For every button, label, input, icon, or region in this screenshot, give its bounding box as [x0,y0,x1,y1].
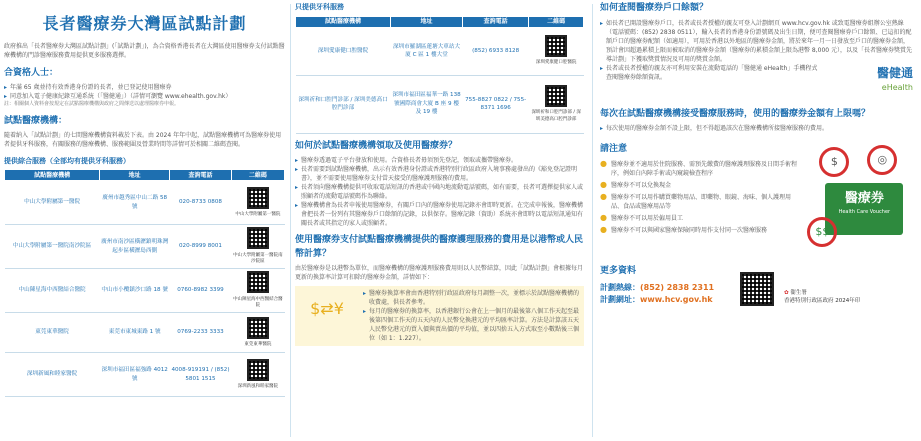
no-cash-icon: $ [819,147,849,177]
how-heading: 如何於試點醫療機構領取及使用醫療券？ [295,140,458,151]
note-item: ● 醫療券不可以兌換現金 [600,179,671,189]
col-header: 試點醫療機構 [5,170,100,181]
currency-exchange-icon: $⇄¥ [310,298,344,318]
col-header: 查詢電話 [463,16,529,27]
note-item: ● 醫療券不可以用於僱用員工 [600,212,683,222]
how-item: ▸ 長者需要到試點醫療機構，出示有效香港身份證或香港特別行政區政府入境事務處發出的《豁免登記證明書》，並不需要使用醫療券支付當天接受的醫療護理服務的費用。 [295,166,578,182]
table-row [5,181,285,225]
institution-address: 中山市小欖鎮沙口路 18 號 [100,269,170,313]
institution-name: 中山大學附屬第一醫院 [5,181,100,225]
institution-name: 深圳愛康健口腔醫院 [296,27,391,75]
hotline[interactable]: 計劃熱線：(852) 2838 2311 [600,282,715,292]
table-row [5,225,285,269]
note-item: ● 醫療券並不適用於住院服務、需預先繳費的醫療護理服務及日間手術程序，例如白內障手術或內窺鏡檢查程序 [600,158,797,177]
dental-only-heading: 只提供牙科服務 [295,3,344,11]
how-item: ▸ 醫療機構會為長者申報使用醫療券，有關戶口內的醫療券使用記錄亦會即時更新。在完成申報後，醫療機構會把長者一份列有其醫療券戶口餘額的記錄，以供保存。醫療記錄（資助）系統亦會即時以電話短訊通知有關長者或其指定的家人或照顧者。 [295,202,584,227]
institution-name: 中山陳星海中西醫結合醫院 [5,269,100,313]
bauhinia-icon: ✿ [784,290,789,296]
lightbulb-icon: ● [600,158,607,168]
divider [290,4,291,437]
eligible-note: 註：相關個人資料會按規定在試點醫療機構與政府之間傳送以處理醫療券申報。 [4,101,180,108]
col-header: 地址 [100,170,170,181]
qr-code-icon[interactable] [247,187,269,209]
balance-heading: 如何查閱醫療券戶口餘額？ [600,3,709,13]
comprehensive-services-heading: 提供綜合服務（全部均有提供牙科服務） [4,156,130,165]
table-row [296,27,584,75]
eligible-item: ▸ 同意加入電子健康紀錄互通系統（「醫健通」）（詳情可瀏覽 www.ehealth.gov.hk） [4,93,232,101]
table-row [296,75,584,133]
balance-item: ▸ 如長者已開設醫療券戶口，長者或長者授權的親友可登入計劃網頁 www.hcv.gov.hk 或致電醫療券組辦公室熱線（電話號碼：(852) 2838 0511），輸入長者的香港身份證號碼及出生日期，便可查閱醫療券戶口餘額、已這扣的配額戶口的醫療券配額（如適用），可用於香港以外地區的醫療券金額，將於來年一月一日發放至戶口的醫療券金額，預計會因超過累積上限而被取消的醫療券金額（醫療券的累積金額上限為港幣 8,000 元），以及「長者醫療券獎賞先導計劃」下獲取獎賞情況及可用的獎賞金額。 [600,19,913,63]
qr-code-icon[interactable] [247,359,269,381]
institution-phone[interactable]: 0760-8982 3399 [170,269,232,313]
qr-cell[interactable]: 中山大學附屬第一醫院 [231,181,284,225]
qr-code-icon[interactable] [247,317,269,339]
limit-item: ▸ 每次使用的醫療券金額不設上限，但不得超過該次在醫療機構所接醫療服務的費用。 [600,125,829,132]
voucher-illustration [805,137,913,257]
lightbulb-icon: ● [600,224,607,234]
voucher-card: 醫療券 Health Care Voucher [825,183,903,235]
ehealth-logo: 醫健通 eHealth [876,65,913,92]
qr-code-icon[interactable] [247,227,269,249]
notes-heading: 請注意 [600,144,628,154]
qr-cell[interactable]: 中山大學附屬第一醫院南沙院區 [231,225,284,269]
institution-name: 深圳祈和口腔門診部 / 深圳美德高口腔門診部 [296,75,391,133]
fee-text: 由於醫療券是以港幣為單位，而醫療機構的醫療護理服務費用則以人民幣結算，因此「試點計劃」會根據每月更新的換算率計算可扣除的醫療券金額，詳情如下： [295,265,584,282]
institutions-heading: 試點醫療機構： [4,115,68,126]
limit-heading: 每次在試點醫療機構接受醫療服務時，使用的醫療券金額有上限嗎？ [600,108,871,119]
note-item: ● 醫療券不可以與國家醫療保險同時用作支付同一次醫療服務 [600,224,767,234]
institution-phone[interactable]: 020-8733 0808 [170,181,232,225]
fee-item: ▸ 醫療券換算率會由香港特別行政區政府每月調整一次，並標示於試點醫療機構的收費處，供長者參考。 [363,289,580,306]
page-title: 長者醫療券大灣區試點計劃 [42,14,247,33]
lightbulb-icon: ● [600,212,607,222]
qr-cell[interactable]: 深圳祈和口腔門診部 / 深圳美德高口腔門診部 [529,75,584,133]
col-header: 二維碼 [529,16,584,27]
balance-item: ▸ 長者或長者授權的親友亦可利用安裝在流動電話的「醫健通 eHealth」手機程式查閱醫療券餘額資訊。 [600,64,818,81]
institution-address: 深圳市福田區福華一路 138 號國際商會大廈 B 座 9 樓及 19 樓 [391,75,463,133]
institution-phone[interactable]: 020-8999 8001 [170,225,232,269]
institution-name: 東莞東華醫院 [5,313,100,353]
institution-address: 廣州市南沙區橫瀝鎮明珠灣起步區橫瀝島西側 [100,225,170,269]
table-row [5,353,285,397]
qr-code-icon[interactable] [740,272,774,306]
fee-item: ▸ 每月的醫療券的換算率，以香港銀行公會在上一個月的最後第八個工作天起至最後第四個工作天的五天內的人民幣兌換港元的平均匯率計算。方法是計算該五天人民幣兌港元的買入價與賣出價的平均值，並以四捨五入方式取至小數點後三個位（如 1：1.227）。 [363,307,580,342]
col-header: 查詢電話 [170,170,232,181]
website[interactable]: 計劃網址：www.hcv.gov.hk [600,294,713,304]
how-item: ▸ 長者須向醫療機構提供可收取電話短訊的香港或中國內地流動電話號碼，如有需要，長者可選擇提供家人或照顧者的流動電話號碼作為聯絡。 [295,184,584,200]
institution-name: 中山大學附屬第一醫院南沙院區 [5,225,100,269]
institution-phone[interactable]: 755-8827 0822 / 755-8371 1696 [463,75,529,133]
institutions-text: 隨着納入「試點計劃」的七間醫療機構資料載於下表。由 2024 年年中起，試點醫療機構可為醫療券使用者提供牙科服務，有關服務的醫療機構、服務範圍及營業時間等詳情可於相關二維碼查閱。 [4,132,282,149]
more-info-heading: 更多資料 [600,266,637,276]
col-header: 試點醫療機構 [296,16,391,27]
dental-table [295,16,584,134]
qr-code-icon[interactable] [545,85,567,107]
institution-address: 深圳市羅湖區蓮塘大車站大廈 C 區 1 樓大堂 [391,27,463,75]
institution-name: 深圳新風和睦家醫院 [5,353,100,397]
divider [592,4,593,437]
table-row [5,313,285,353]
lightbulb-icon: ● [600,191,607,201]
column-left [0,0,289,441]
lightbulb-icon: ● [600,179,607,189]
qr-code-icon[interactable] [247,271,269,293]
column-middle [293,0,590,441]
qr-code-icon[interactable] [545,35,567,57]
institutions-table [4,169,285,397]
exchange-callout [295,286,584,346]
institution-address: 深圳市福田區福強路 4012 號 [100,353,170,397]
col-header: 地址 [391,16,463,27]
eligible-item: ▸ 年滿 65 歲並持有效香港身份證的長者，並已登記使用醫療券 [4,84,172,92]
no-glasses-icon: ◎ [867,145,897,175]
department-logo: ✿ 衞生署 香港特別行政區政府 2024年印 [784,290,861,305]
table-row [5,269,285,313]
note-item: ● 醫療券不可以用作購買藥物用品、即藥物、眼鏡、海味、個人護理用品、食品或醫療用品等 [600,191,791,210]
column-right [596,0,921,441]
institution-phone[interactable]: 0769-2233 3333 [170,313,232,353]
qr-cell[interactable]: 深圳新風和睦家醫院 [231,353,284,397]
institution-address: 廣州市越秀區中山二路 58 號 [100,181,170,225]
how-item: ▸ 醫療券透過電子平台發放和使用。合資格長者毋須預先登記，領取或攜帶醫療券。 [295,157,518,164]
eligible-heading: 合資格人士： [4,67,59,78]
qr-cell[interactable]: 深圳愛康健口腔醫院 [529,27,584,75]
qr-cell[interactable]: 東莞東華醫院 [231,313,284,353]
fee-heading: 使用醫療券支付試點醫療機構提供的醫療護理服務的費用是以港幣或人民幣計算？ [295,235,584,259]
col-header: 二維碼 [231,170,284,181]
institution-address: 東莞市東城東路 1 號 [100,313,170,353]
qr-cell[interactable]: 中山陳星海中西醫結合醫院 [231,269,284,313]
institution-phone[interactable]: (852) 6933 8128 [463,27,529,75]
no-voucher-cash-icon: $$ [807,217,837,247]
institution-phone[interactable]: 4008-919191 / (852) 5801 1515 [170,353,232,397]
intro-text: 政府推出「長者醫療券大灣區試點計劃」(「試點計劃」)，為合資格香港長者在大灣區使用醫療券支付試點醫療機構的門診醫療服務費用提供更多服務選擇。 [4,43,285,60]
